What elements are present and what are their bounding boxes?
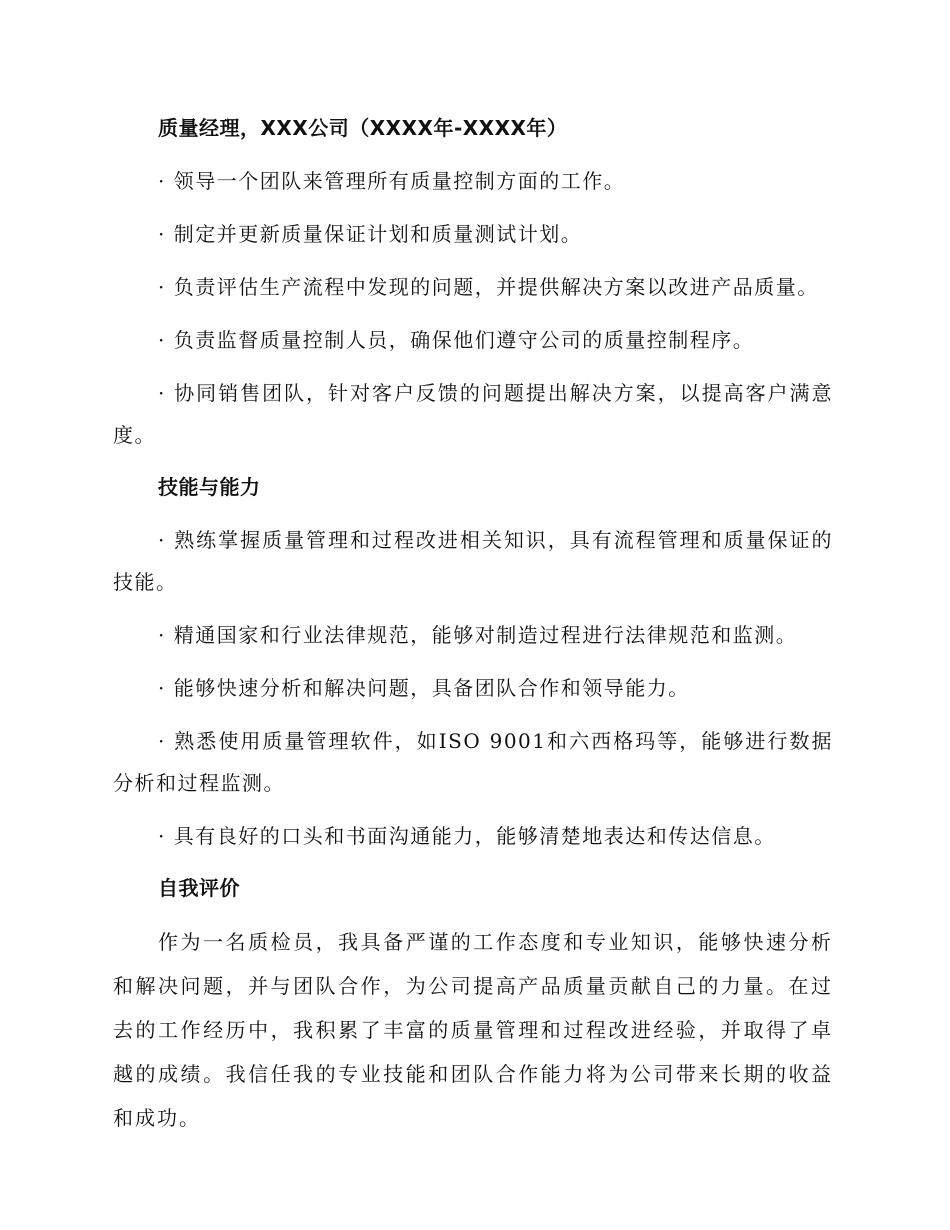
experience-bullet: · 协同销售团队，针对客户反馈的问题提出解决方案，以提高客户满意度。 (113, 381, 833, 447)
skills-bullet: · 精通国家和行业法律规范，能够对制造过程进行法律规范和监测。 (158, 623, 798, 647)
experience-section (113, 108, 833, 456)
skills-bullet: · 能够快速分析和解决问题，具备团队合作和领导能力。 (158, 676, 690, 700)
self-evaluation-heading: 自我评价 (158, 876, 240, 900)
experience-bullet: · 负责评估生产流程中发现的问题，并提供解决方案以改进产品质量。 (158, 275, 819, 299)
self-evaluation-paragraph: 作为一名质检员，我具备严谨的工作态度和专业知识，能够快速分析和解决问题，并与团队合作，为公司提高产品质量贡献自己的力量。在过去的工作经历中，我积累了丰富的质量管理和过程改进经验，并取得了卓越的成绩。我信任我的专业技能和团队合作能力将为公司带来长期的收益和成功。 (113, 930, 833, 1130)
document-content (113, 108, 833, 1140)
skills-bullet: · 熟悉使用质量管理软件，如ISO 9001和六西格玛等，能够进行数据分析和过程监测。 (113, 729, 833, 795)
skills-heading: 技能与能力 (158, 475, 261, 499)
skills-section (113, 467, 833, 857)
self-evaluation-section (113, 868, 833, 1140)
experience-bullet: · 负责监督质量控制人员，确保他们遵守公司的质量控制程序。 (158, 328, 755, 352)
skills-bullet: · 熟练掌握质量管理和过程改进相关知识，具有流程管理和质量保证的技能。 (113, 528, 833, 594)
experience-bullet: · 领导一个团队来管理所有质量控制方面的工作。 (158, 169, 626, 193)
skills-bullet: · 具有良好的口头和书面沟通能力，能够清楚地表达和传达信息。 (158, 824, 776, 848)
experience-heading: 质量经理，XXX公司（XXXX年-XXXX年） (158, 116, 568, 140)
experience-bullet: · 制定并更新质量保证计划和质量测试计划。 (158, 222, 583, 246)
